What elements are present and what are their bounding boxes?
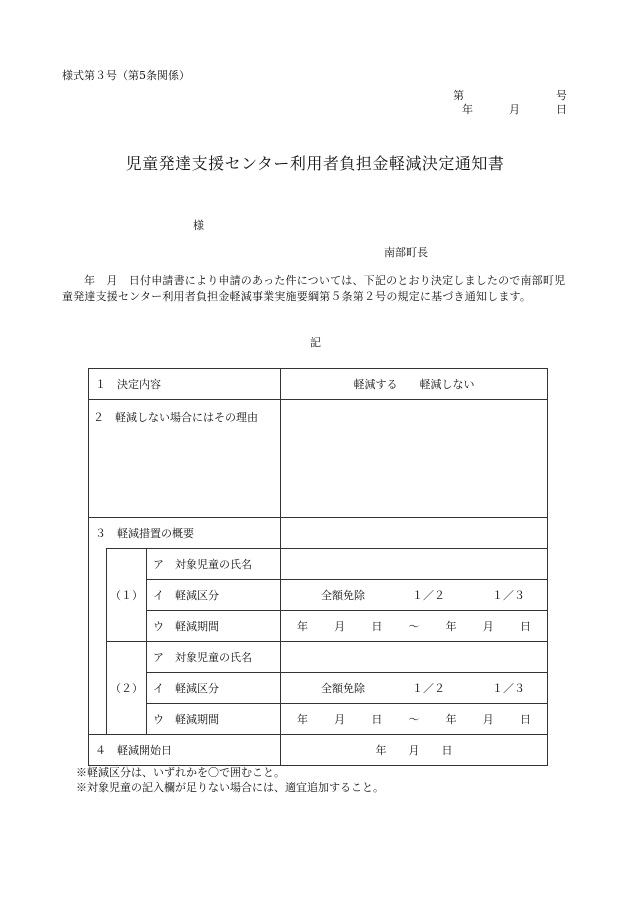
note-item: ※対象児童の記入欄が足りない場合には、適宜追加すること。 (76, 781, 384, 794)
table-row (89, 642, 548, 673)
child-name-field[interactable] (281, 549, 548, 580)
notice-body: 年 月 日付申請書により申請のあった件については、下記のとおり決定しましたので南部町児童発達支援センター利用者負担金軽減事業実施要綱第５条第２号の規定に基づき通知します。 (62, 274, 566, 303)
measures-label: ３ 軽減措置の概要 (89, 518, 281, 549)
category-label: イ 軽減区分 (147, 673, 281, 704)
category-option-half[interactable]: １／２ (412, 682, 446, 695)
period-label: ウ 軽減期間 (147, 611, 281, 642)
notes (76, 765, 384, 795)
period-tilde: 〜 (408, 620, 420, 633)
category-option-half[interactable]: １／２ (412, 589, 446, 602)
start-date-field[interactable]: 年 月 日 (281, 735, 548, 766)
reason-field[interactable] (281, 400, 548, 518)
start-date-label: ４ 軽減開始日 (89, 735, 281, 766)
table-row (89, 549, 548, 580)
group-label: （１） (107, 549, 147, 642)
document-title: 児童発達支援センター利用者負担金軽減決定通知書 (125, 154, 505, 173)
period-start-day: 日 (371, 620, 383, 633)
child-name-label: ア 対象児童の氏名 (147, 549, 281, 580)
table-row (89, 369, 548, 400)
table-row (89, 518, 548, 549)
category-option-third[interactable]: １／３ (492, 682, 526, 695)
category-options[interactable] (281, 673, 548, 704)
period-start-day: 日 (371, 713, 383, 726)
decision-options[interactable]: 軽減する 軽減しない (281, 369, 548, 400)
form-label: 様式第３号（第5条関係） (62, 69, 190, 82)
reason-label: ２ 軽減しない場合にはその理由 (89, 400, 281, 518)
category-option-full[interactable]: 全額免除 (321, 589, 366, 602)
date-day: 日 (556, 103, 567, 116)
table-row (89, 580, 548, 611)
period-end-year: 年 (445, 713, 457, 726)
period-end-month: 月 (482, 713, 494, 726)
period-start-month: 月 (334, 713, 346, 726)
table-row (89, 704, 548, 735)
table-row (89, 673, 548, 704)
period-end-day: 日 (519, 713, 531, 726)
indent-cell (89, 549, 107, 642)
table-row (89, 400, 548, 518)
category-options[interactable] (281, 580, 548, 611)
date-year: 年 (462, 103, 473, 116)
issuer-name: 南部町長 (384, 246, 428, 259)
period-field[interactable] (281, 704, 548, 735)
date-month: 月 (509, 103, 520, 116)
number-suffix: 号 (556, 89, 567, 102)
measures-header-cell (281, 518, 548, 549)
category-option-full[interactable]: 全額免除 (321, 682, 366, 695)
category-option-third[interactable]: １／３ (492, 589, 526, 602)
group-label: （２） (107, 642, 147, 735)
category-label: イ 軽減区分 (147, 580, 281, 611)
table-row (89, 735, 548, 766)
period-end-year: 年 (445, 620, 457, 633)
period-field[interactable] (281, 611, 548, 642)
ki-heading: 記 (310, 336, 321, 349)
period-end-day: 日 (519, 620, 531, 633)
child-name-label: ア 対象児童の氏名 (147, 642, 281, 673)
child-name-field[interactable] (281, 642, 548, 673)
period-label: ウ 軽減期間 (147, 704, 281, 735)
period-end-month: 月 (482, 620, 494, 633)
period-start-year: 年 (297, 620, 309, 633)
table-row (89, 611, 548, 642)
decision-label: １ 決定内容 (89, 369, 281, 400)
period-start-year: 年 (297, 713, 309, 726)
period-tilde: 〜 (408, 713, 420, 726)
decision-table (88, 368, 548, 766)
number-prefix: 第 (453, 89, 464, 102)
indent-cell (89, 642, 107, 735)
note-item: ※軽減区分は、いずれかを〇で囲むこと。 (76, 766, 285, 779)
recipient-honorific: 様 (193, 219, 204, 232)
period-start-month: 月 (334, 620, 346, 633)
